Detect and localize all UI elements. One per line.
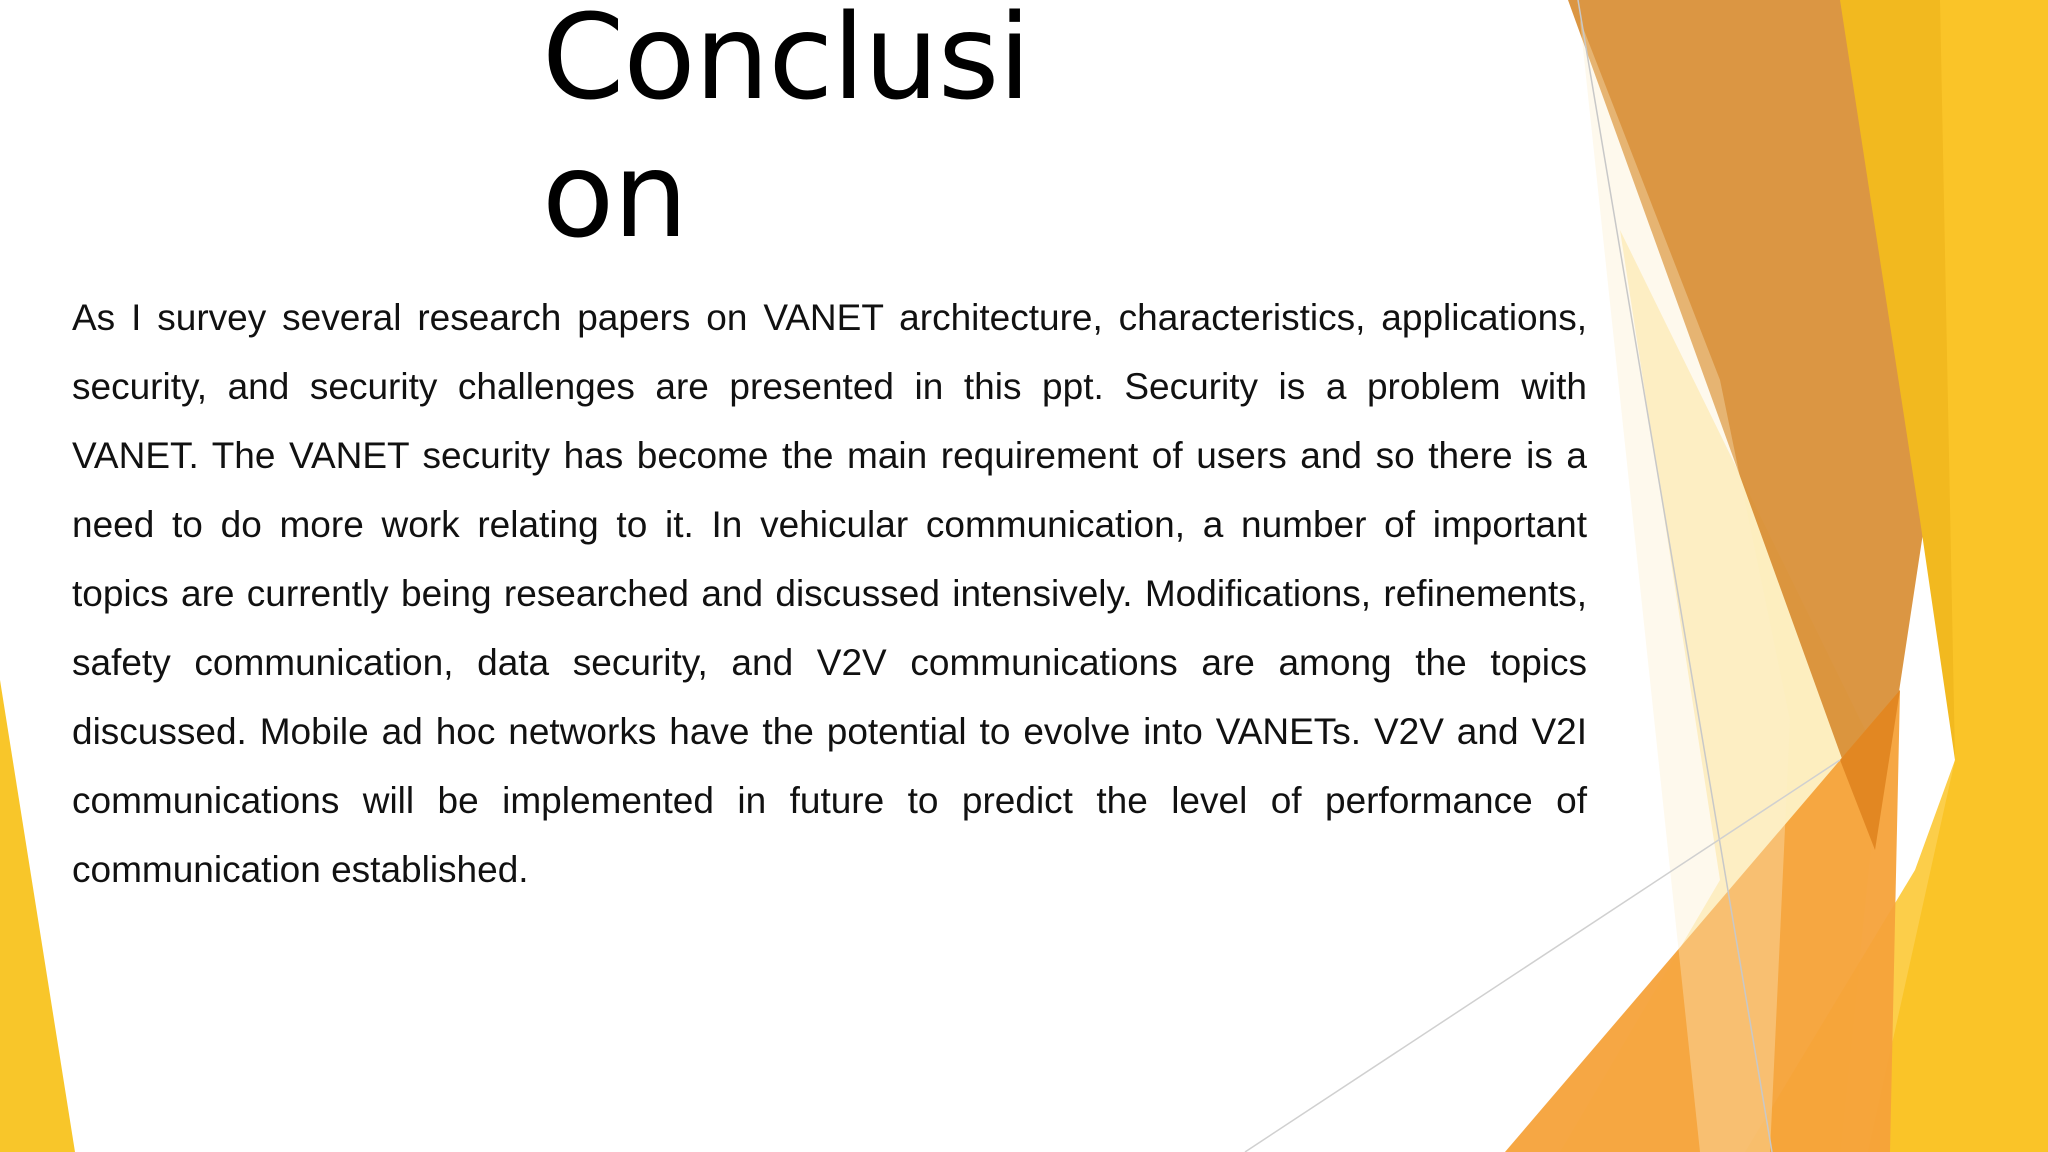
slide-title: Conclusion [542, 0, 1031, 264]
left-yellow-sliver [0, 680, 75, 1152]
slide-body-text: As I survey several research papers on VANET architecture, characteristics, applications, security, and security challenges are presented in this ppt. Security is a problem with VANET. The VANET security has become the main requirement of users and so there is a need to do more work relating to it. In vehicular communication, a number of important topics are currently being researched and discussed intensively. Modifications, refinements, safety communication, data security, and V2V communications are among the topics discussed. Mobile ad hoc networks have the potential to evolve into VANETs. V2V and V2I communications will be implemented in future to predict the level of performance of communication established. [72, 297, 1587, 890]
